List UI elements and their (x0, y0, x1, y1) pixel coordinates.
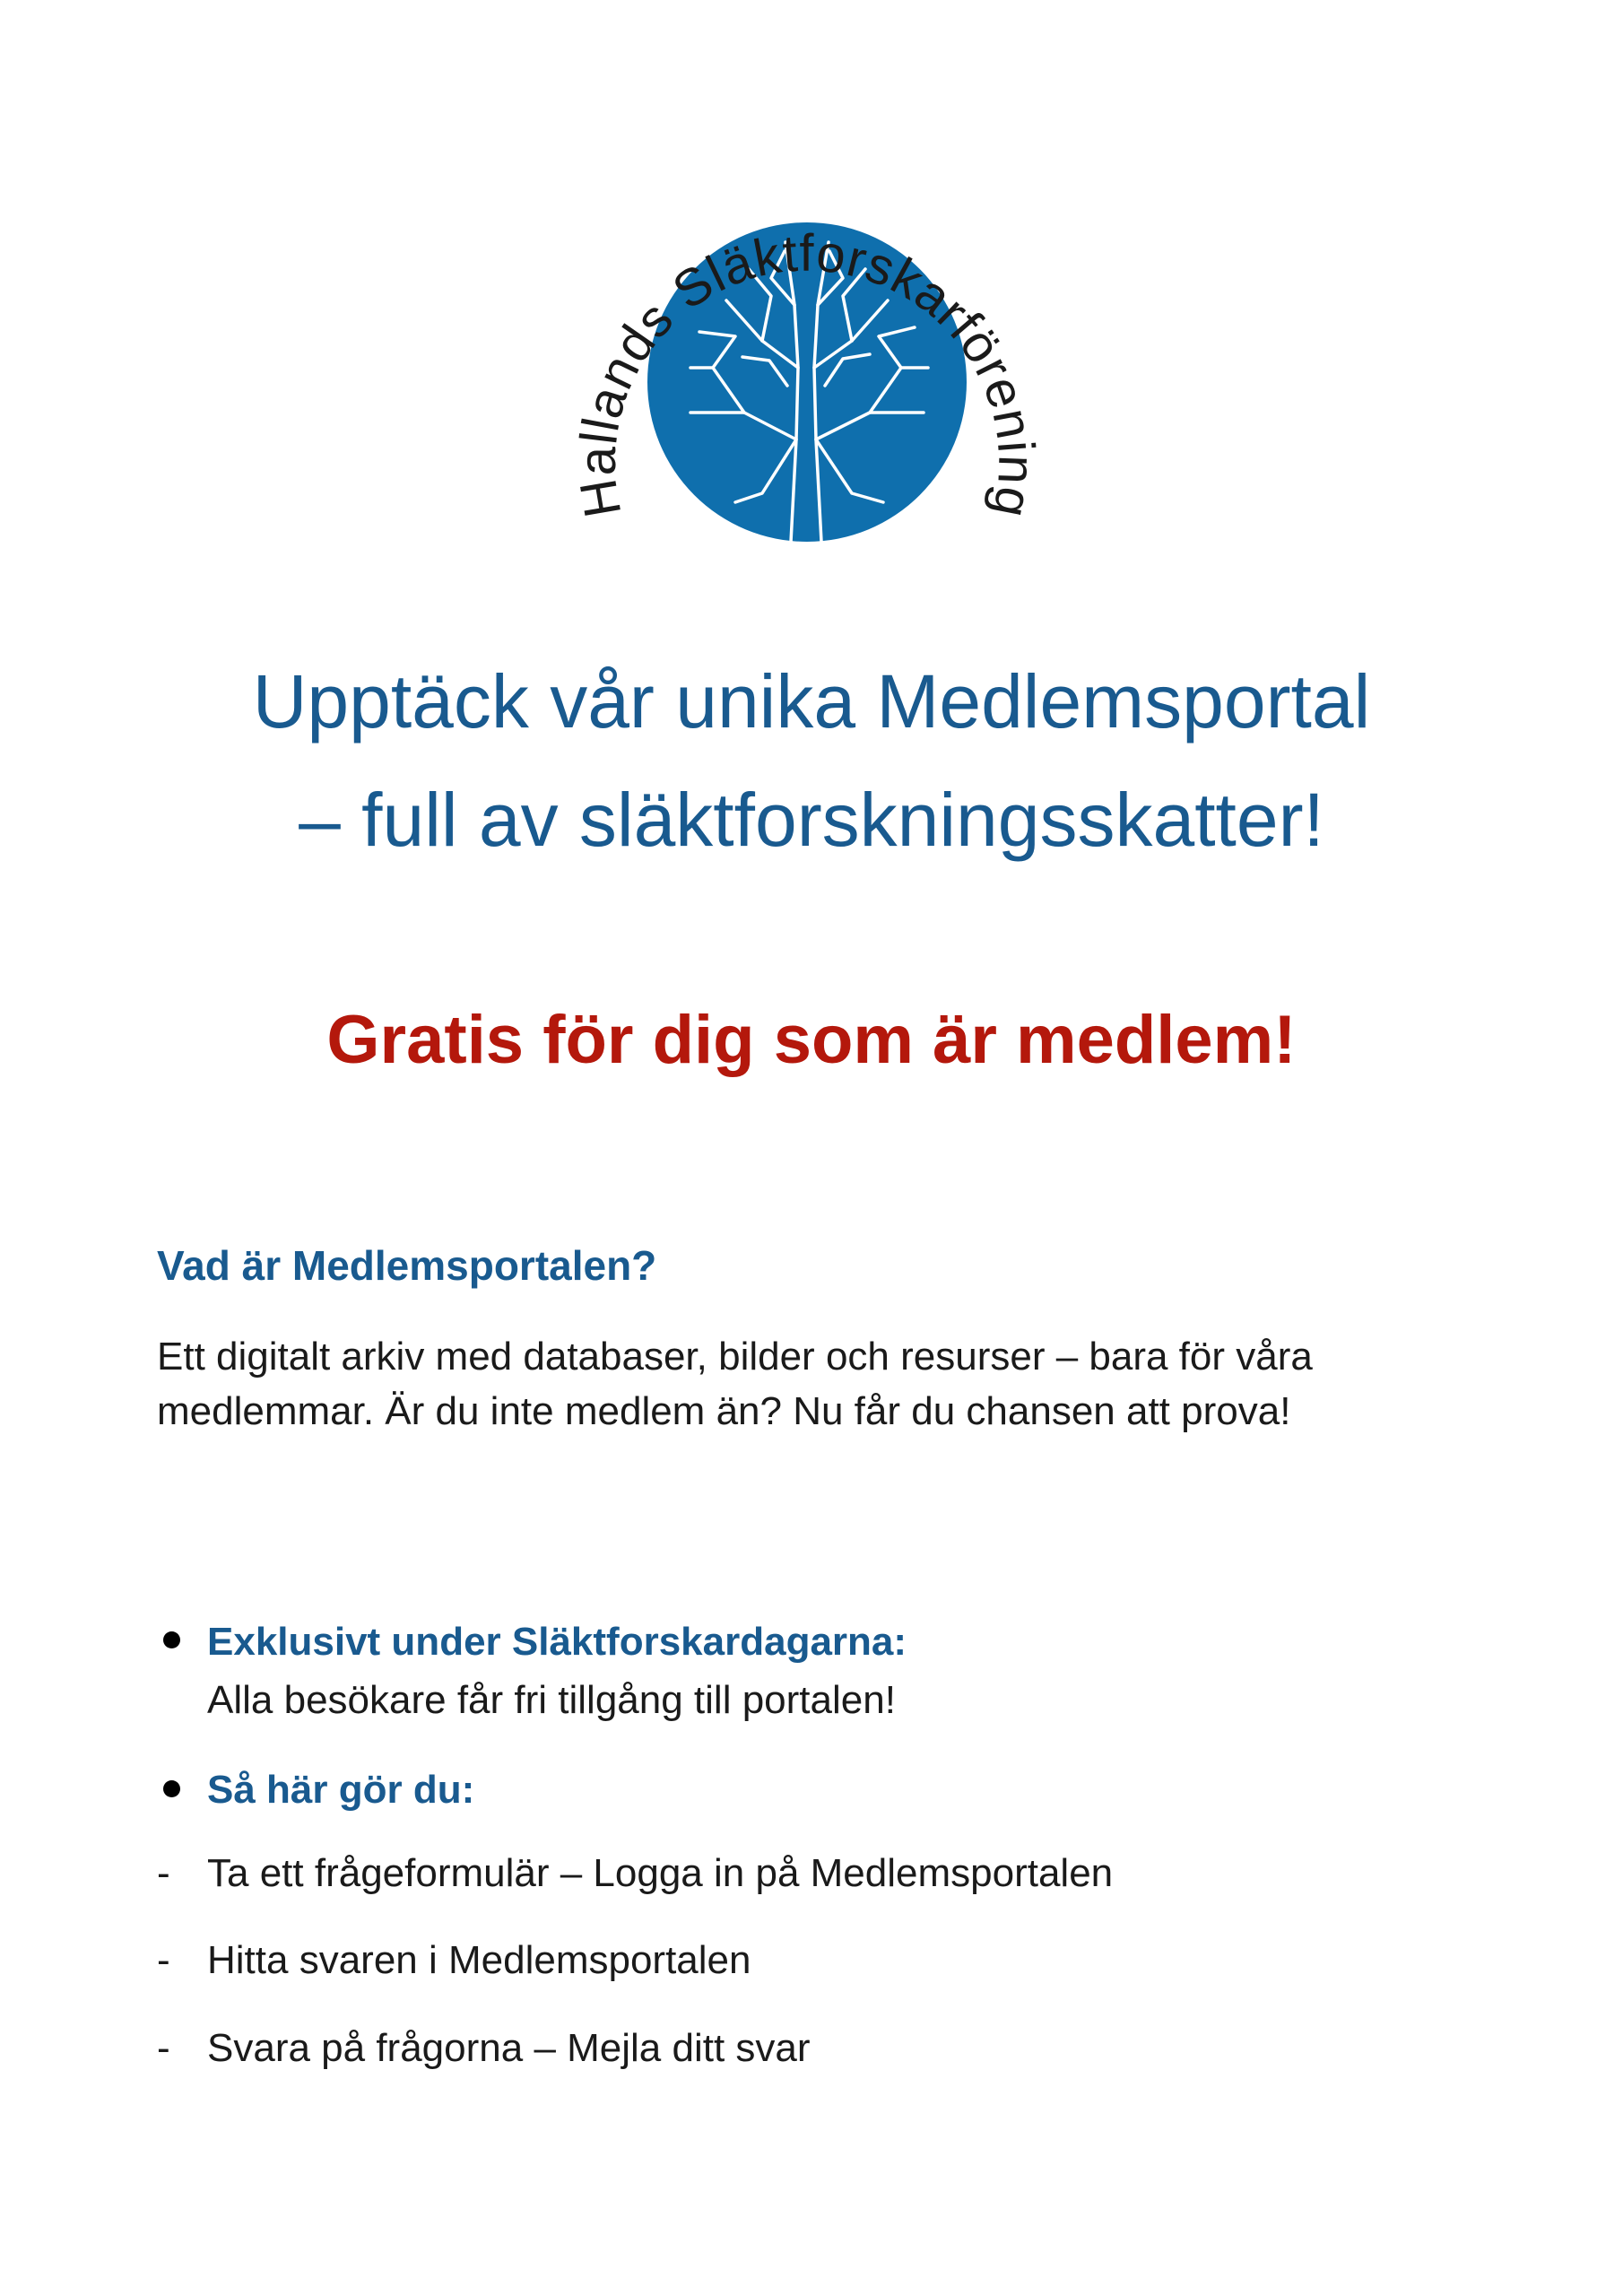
bullet-text-exclusive: Alla besökare får fri tillgång till portalen! (207, 1678, 896, 1722)
bullet-title-exclusive: Exklusivt under Släktforskardagarna: (207, 1620, 907, 1664)
tree-icon (556, 144, 1058, 592)
bullet-dot-icon (163, 1780, 180, 1797)
bullet-dot-icon (163, 1631, 180, 1648)
section-title: Vad är Medlemsportalen? (157, 1242, 657, 1289)
logo-text: Hallands Släktforskarförening (568, 223, 1046, 523)
step-marker: - (157, 1938, 170, 1982)
headline-line-1: Upptäck vår unika Medlemsportal (252, 659, 1371, 744)
logo (556, 144, 1058, 592)
offer-text: Gratis för dig som är medlem! (326, 1002, 1297, 1078)
step-text: Ta ett frågeformulär – Logga in på Medlemsportalen (207, 1851, 1114, 1895)
step-text: Hitta svaren i Medlemsportalen (207, 1938, 751, 1982)
headline-line-2: – full av släktforskningsskatter! (299, 778, 1324, 862)
step-text: Svara på frågorna – Mejla ditt svar (207, 2026, 811, 2070)
bullet-title-how-to: Så här gör du: (207, 1768, 475, 1812)
step-marker: - (157, 1851, 170, 1895)
step-marker: - (157, 2026, 170, 2070)
intro-paragraph: Ett digitalt arkiv med databaser, bilder och resurser – bara för våra medlemmar. Är du inte medlem än? Nu får du chansen att prova! (157, 1335, 1313, 1433)
